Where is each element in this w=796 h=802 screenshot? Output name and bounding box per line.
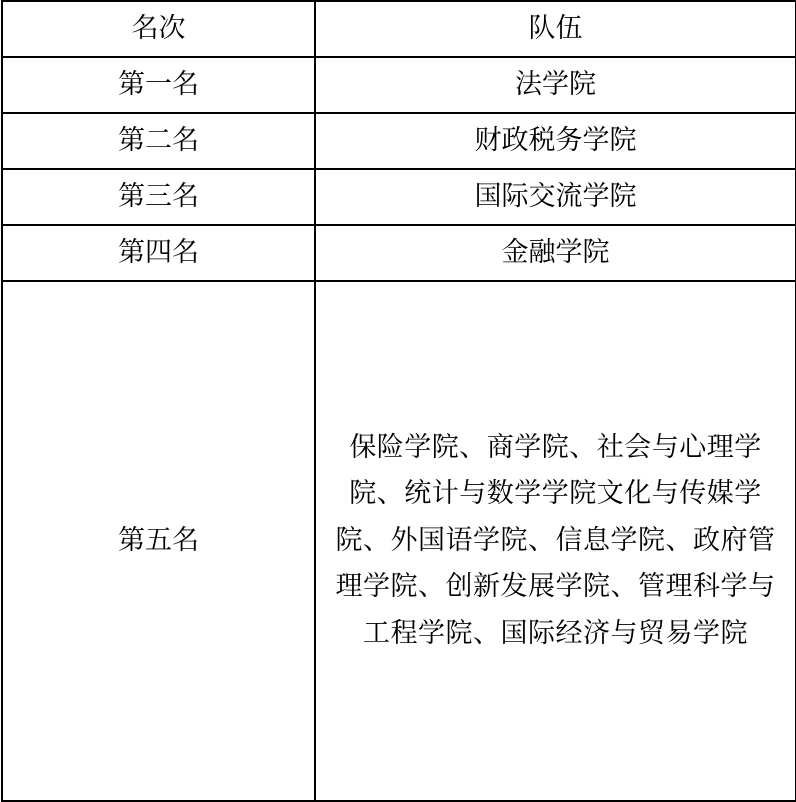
cell-team: 金融学院 bbox=[315, 225, 796, 281]
header-cell-rank: 名次 bbox=[2, 1, 315, 57]
ranking-table bbox=[1, 0, 796, 802]
cell-team bbox=[315, 281, 796, 801]
cell-team: 法学院 bbox=[315, 57, 796, 113]
cell-rank: 第四名 bbox=[2, 225, 315, 281]
table-row bbox=[2, 281, 796, 801]
table-row bbox=[2, 169, 796, 225]
table-row bbox=[2, 57, 796, 113]
table-row bbox=[2, 225, 796, 281]
cell-rank: 第二名 bbox=[2, 113, 315, 169]
header-cell-team: 队伍 bbox=[315, 1, 796, 57]
table-header-row bbox=[2, 1, 796, 57]
cell-team: 国际交流学院 bbox=[315, 169, 796, 225]
cell-rank: 第一名 bbox=[2, 57, 315, 113]
table-row bbox=[2, 113, 796, 169]
cell-team: 财政税务学院 bbox=[315, 113, 796, 169]
cell-rank: 第三名 bbox=[2, 169, 315, 225]
cell-team-text: 保险学院、商学院、社会与心理学院、统计与数学学院文化与传媒学院、外国语学院、信息学院、政府管理学院、创新发展学院、管理科学与工程学院、国际经济与贸易学院 bbox=[335, 431, 776, 649]
cell-rank: 第五名 bbox=[2, 281, 315, 801]
